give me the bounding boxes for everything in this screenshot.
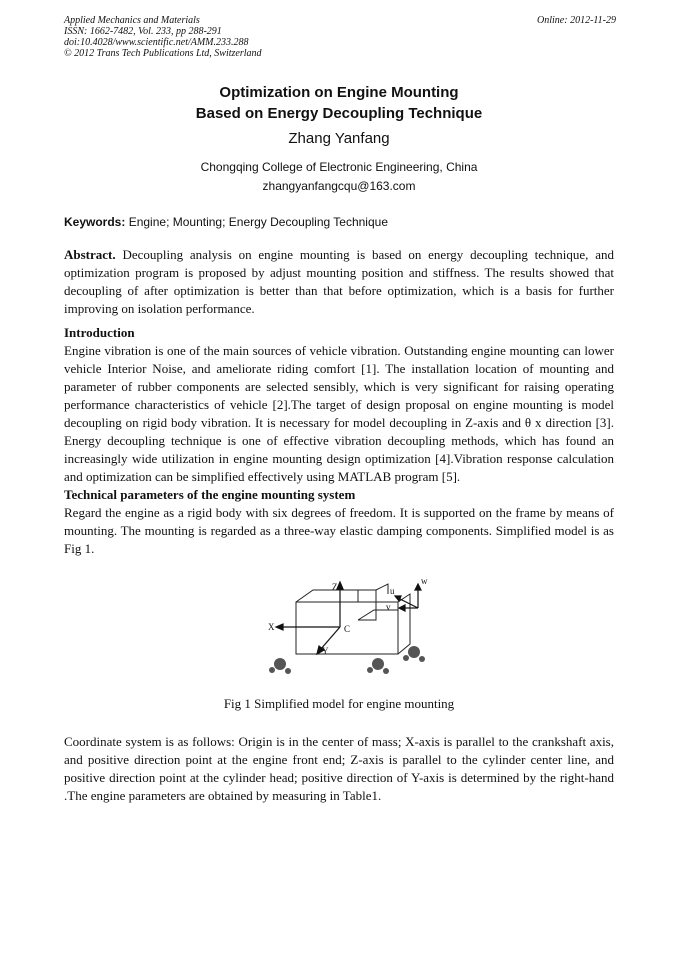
paper-title-line-1: Optimization on Engine Mounting xyxy=(219,84,459,101)
keywords-text: Engine; Mounting; Energy Decoupling Technique xyxy=(128,215,388,229)
author-name: Zhang Yanfang xyxy=(288,130,390,147)
engine-mounting-figure xyxy=(258,572,434,690)
abstract-text: Decoupling analysis on engine mounting is based on energy decoupling technique, and optimization program is proposed by adjust mounting position and stiffness. The results showed that decoupling of after optimization is better than that before optimization, which is a basis for further improving on isolation performance. xyxy=(64,247,615,316)
introduction-heading: Introduction xyxy=(64,325,135,340)
institution: Chongqing College of Electronic Engineering, China xyxy=(200,160,478,174)
keywords xyxy=(64,215,388,229)
label-w: w xyxy=(421,576,428,586)
mount-symbols xyxy=(269,646,425,674)
introduction-section xyxy=(64,324,614,558)
issn-line: ISSN: 1662-7482, Vol. 233, pp 288-291 xyxy=(64,26,222,37)
online-date: Online: 2012-11-29 xyxy=(537,15,616,26)
email: zhangyanfangcqu@163.com xyxy=(262,179,416,193)
technical-text: Regard the engine as a rigid body with six degrees of freedom. It is supported on the frame by means of mounting. The mounting is regarded as a three-way elastic damping components. Simplified model is as Fig 1. xyxy=(64,505,614,556)
label-y: Y xyxy=(322,646,329,656)
doi-line: doi:10.4028/www.scientific.net/AMM.233.288 xyxy=(64,37,249,48)
paper-title-line-2: Based on Energy Decoupling Technique xyxy=(195,105,483,122)
label-c: C xyxy=(344,624,351,634)
abstract xyxy=(64,246,614,318)
figure-caption: Fig 1 Simplified model for engine mounting xyxy=(223,696,455,711)
label-v: v xyxy=(386,602,391,612)
affiliation xyxy=(0,158,678,196)
journal-header xyxy=(64,15,616,59)
keywords-label: Keywords: xyxy=(64,215,126,229)
copyright-line: © 2012 Trans Tech Publications Ltd, Switzerland xyxy=(64,48,262,59)
label-x: X xyxy=(268,622,275,632)
journal-name: Applied Mechanics and Materials xyxy=(64,15,200,26)
technical-heading: Technical parameters of the engine mounting system xyxy=(64,487,356,502)
label-u: u xyxy=(390,586,395,596)
coordinate-text: Coordinate system is as follows: Origin is in the center of mass; X-axis is parallel to the crankshaft axis, and positive direction point at the engine front end; Z-axis is parallel to the cylinder center line, and positive direction point at the cylinder head; positive direction of Y-axis is determined by the right-hand .The engine parameters are obtained by measuring in Table1. xyxy=(64,734,614,803)
abstract-label: Abstract. xyxy=(64,247,116,262)
label-z: Z xyxy=(332,582,338,592)
introduction-text: Engine vibration is one of the main sources of vehicle vibration. Outstanding engine mounting can lower vehicle Interior Noise, and ameliorate riding comfort [1]. The installation location of mounting and parameter of rubber components are selected sensibly, which is very significant for raising operating performance characteristics of vehicle [2].The target of design proposal on engine mounting is model decoupling on rigid body vibration. It is necessary for model decoupling in Z-axis and θ x direction [3]. Energy decoupling technique is one of effective vibration decoupling methods, which has found an increasingly wide utilization in engine mounting design optimization [4].Vibration response calculation and optimization can be simplified effectively using MATLAB program [5]. xyxy=(64,343,614,484)
